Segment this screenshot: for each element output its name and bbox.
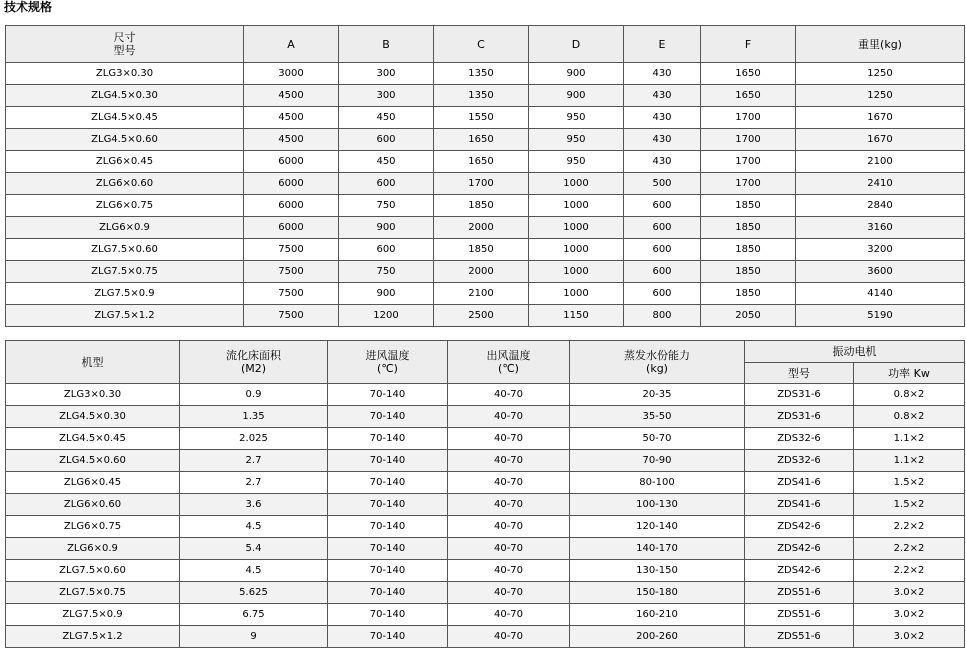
table-cell: 50-70 bbox=[570, 428, 745, 450]
table-cell: 2410 bbox=[796, 173, 965, 195]
table-cell: 40-70 bbox=[448, 582, 570, 604]
table-cell: 5190 bbox=[796, 305, 965, 327]
table-cell: 2100 bbox=[434, 283, 529, 305]
table-row bbox=[6, 450, 965, 472]
header-model: 机型 bbox=[6, 341, 180, 384]
table-cell: 70-140 bbox=[328, 406, 448, 428]
table-cell: ZLG7.5×0.9 bbox=[6, 604, 180, 626]
table-cell: 2050 bbox=[701, 305, 796, 327]
table-cell: ZLG4.5×0.30 bbox=[6, 85, 244, 107]
table-cell: 70-90 bbox=[570, 450, 745, 472]
table-row bbox=[6, 582, 965, 604]
table-cell: 1850 bbox=[701, 261, 796, 283]
header-evaporation: 蒸发水份能力 (kg) bbox=[570, 341, 745, 384]
table-cell: 1.5×2 bbox=[854, 494, 965, 516]
table-row bbox=[6, 239, 965, 261]
table-row bbox=[6, 173, 965, 195]
table-cell: ZLG7.5×0.75 bbox=[6, 261, 244, 283]
table-cell: 6000 bbox=[244, 173, 339, 195]
table-cell: 3000 bbox=[244, 63, 339, 85]
table-cell: 600 bbox=[624, 239, 701, 261]
table-row bbox=[6, 107, 965, 129]
table-cell: 130-150 bbox=[570, 560, 745, 582]
table-cell: 6.75 bbox=[180, 604, 328, 626]
table-cell: 430 bbox=[624, 129, 701, 151]
table-cell: ZLG3×0.30 bbox=[6, 63, 244, 85]
table-cell: 3.6 bbox=[180, 494, 328, 516]
table-cell: 800 bbox=[624, 305, 701, 327]
table-cell: 100-130 bbox=[570, 494, 745, 516]
table-cell: 3.0×2 bbox=[854, 626, 965, 648]
table-cell: ZLG6×0.9 bbox=[6, 217, 244, 239]
table-cell: 3.0×2 bbox=[854, 582, 965, 604]
table-cell: 1700 bbox=[701, 151, 796, 173]
header-e: E bbox=[624, 26, 701, 63]
header-bed-area: 流化床面积 (M2) bbox=[180, 341, 328, 384]
table-cell: 7500 bbox=[244, 261, 339, 283]
table-cell: 600 bbox=[339, 129, 434, 151]
table-row bbox=[6, 85, 965, 107]
table-cell: 950 bbox=[529, 129, 624, 151]
table-cell: 2000 bbox=[434, 261, 529, 283]
table-cell: ZLG6×0.9 bbox=[6, 538, 180, 560]
table-cell: 2500 bbox=[434, 305, 529, 327]
table-cell: 500 bbox=[624, 173, 701, 195]
table-cell: 430 bbox=[624, 107, 701, 129]
table-cell: 1700 bbox=[701, 107, 796, 129]
table-cell: 80-100 bbox=[570, 472, 745, 494]
table-cell: 70-140 bbox=[328, 428, 448, 450]
dimensions-table bbox=[5, 25, 965, 327]
table-cell: 1700 bbox=[434, 173, 529, 195]
table-cell: 750 bbox=[339, 195, 434, 217]
table-row bbox=[6, 538, 965, 560]
table-cell: 900 bbox=[529, 63, 624, 85]
table-cell: ZDS42-6 bbox=[745, 560, 854, 582]
table-cell: 600 bbox=[624, 261, 701, 283]
table-cell: 2.2×2 bbox=[854, 560, 965, 582]
table-cell: ZLG6×0.45 bbox=[6, 472, 180, 494]
table-cell: 140-170 bbox=[570, 538, 745, 560]
table-cell: ZLG4.5×0.60 bbox=[6, 450, 180, 472]
table-row bbox=[6, 151, 965, 173]
table-cell: 3.0×2 bbox=[854, 604, 965, 626]
table-cell: ZLG4.5×0.30 bbox=[6, 406, 180, 428]
table-cell: 3160 bbox=[796, 217, 965, 239]
table-cell: 40-70 bbox=[448, 472, 570, 494]
table-cell: 1.1×2 bbox=[854, 450, 965, 472]
header-motor-power: 功率 Kw bbox=[854, 363, 965, 384]
table-cell: 70-140 bbox=[328, 384, 448, 406]
table-cell: 4500 bbox=[244, 129, 339, 151]
table-cell: ZLG6×0.60 bbox=[6, 173, 244, 195]
table-cell: 70-140 bbox=[328, 472, 448, 494]
table-cell: 6000 bbox=[244, 217, 339, 239]
table-cell: 450 bbox=[339, 151, 434, 173]
table-row bbox=[6, 217, 965, 239]
table-cell: 2.7 bbox=[180, 472, 328, 494]
table-cell: 4500 bbox=[244, 107, 339, 129]
table-cell: 1.1×2 bbox=[854, 428, 965, 450]
table-row bbox=[6, 129, 965, 151]
table-cell: ZLG6×0.75 bbox=[6, 516, 180, 538]
table-cell: 1000 bbox=[529, 261, 624, 283]
table-cell: 1.5×2 bbox=[854, 472, 965, 494]
table-cell: 1850 bbox=[434, 195, 529, 217]
table-cell: 600 bbox=[339, 239, 434, 261]
table-cell: 300 bbox=[339, 63, 434, 85]
table-cell: 7500 bbox=[244, 239, 339, 261]
table-cell: ZDS41-6 bbox=[745, 494, 854, 516]
table-cell: 300 bbox=[339, 85, 434, 107]
header-weight: 重里(kg) bbox=[796, 26, 965, 63]
table-cell: ZDS31-6 bbox=[745, 384, 854, 406]
table-cell: 430 bbox=[624, 63, 701, 85]
table-cell: ZDS51-6 bbox=[745, 582, 854, 604]
table-cell: 40-70 bbox=[448, 428, 570, 450]
table-cell: ZDS42-6 bbox=[745, 516, 854, 538]
table-cell: 7500 bbox=[244, 283, 339, 305]
table-cell: 600 bbox=[624, 283, 701, 305]
table-cell: 1850 bbox=[701, 195, 796, 217]
table-row bbox=[6, 63, 965, 85]
table-cell: 4.5 bbox=[180, 516, 328, 538]
table-cell: 40-70 bbox=[448, 450, 570, 472]
table-cell: 600 bbox=[624, 217, 701, 239]
table-row bbox=[6, 472, 965, 494]
table-cell: 0.8×2 bbox=[854, 406, 965, 428]
table-cell: ZLG4.5×0.45 bbox=[6, 428, 180, 450]
table-row bbox=[6, 516, 965, 538]
header-d: D bbox=[529, 26, 624, 63]
table-cell: 40-70 bbox=[448, 538, 570, 560]
table-cell: 2000 bbox=[434, 217, 529, 239]
table-cell: 1000 bbox=[529, 283, 624, 305]
table-cell: 4140 bbox=[796, 283, 965, 305]
table-cell: ZDS32-6 bbox=[745, 450, 854, 472]
table-row bbox=[6, 494, 965, 516]
table-cell: 1670 bbox=[796, 107, 965, 129]
header-size-model: 尺寸 型号 bbox=[6, 26, 244, 63]
table-row bbox=[6, 604, 965, 626]
table-cell: 1200 bbox=[339, 305, 434, 327]
table-cell: ZLG6×0.75 bbox=[6, 195, 244, 217]
table-row bbox=[6, 406, 965, 428]
table-cell: 70-140 bbox=[328, 516, 448, 538]
table-cell: 40-70 bbox=[448, 626, 570, 648]
table-row bbox=[6, 428, 965, 450]
table-cell: 40-70 bbox=[448, 604, 570, 626]
table-cell: 70-140 bbox=[328, 604, 448, 626]
table-cell: 1350 bbox=[434, 85, 529, 107]
table-row bbox=[6, 283, 965, 305]
table-cell: 2.025 bbox=[180, 428, 328, 450]
table-cell: ZDS51-6 bbox=[745, 604, 854, 626]
table-cell: ZLG4.5×0.45 bbox=[6, 107, 244, 129]
table-cell: ZLG7.5×0.75 bbox=[6, 582, 180, 604]
table-cell: 1350 bbox=[434, 63, 529, 85]
table-cell: 1700 bbox=[701, 129, 796, 151]
table-cell: 35-50 bbox=[570, 406, 745, 428]
header-a: A bbox=[244, 26, 339, 63]
table-cell: ZLG7.5×1.2 bbox=[6, 305, 244, 327]
table-cell: 1000 bbox=[529, 239, 624, 261]
table-cell: 900 bbox=[529, 85, 624, 107]
page-title: 技术规格 bbox=[4, 0, 53, 14]
table-cell: 2.2×2 bbox=[854, 538, 965, 560]
performance-table bbox=[5, 340, 965, 648]
table-cell: 40-70 bbox=[448, 406, 570, 428]
table-cell: 40-70 bbox=[448, 384, 570, 406]
table-cell: 5.4 bbox=[180, 538, 328, 560]
table-cell: ZDS42-6 bbox=[745, 538, 854, 560]
table-cell: ZLG6×0.60 bbox=[6, 494, 180, 516]
table-cell: 0.9 bbox=[180, 384, 328, 406]
table-cell: 1000 bbox=[529, 195, 624, 217]
table-cell: 70-140 bbox=[328, 494, 448, 516]
dimensions-table-body bbox=[6, 63, 965, 327]
table-cell: ZLG7.5×1.2 bbox=[6, 626, 180, 648]
table-cell: 3600 bbox=[796, 261, 965, 283]
table-cell: 6000 bbox=[244, 151, 339, 173]
table-cell: 1.35 bbox=[180, 406, 328, 428]
table-cell: 70-140 bbox=[328, 538, 448, 560]
table-cell: 1650 bbox=[434, 129, 529, 151]
table-cell: 450 bbox=[339, 107, 434, 129]
table-cell: 20-35 bbox=[570, 384, 745, 406]
table-cell: 150-180 bbox=[570, 582, 745, 604]
table-cell: 4500 bbox=[244, 85, 339, 107]
table-cell: 1850 bbox=[701, 217, 796, 239]
table-cell: ZLG6×0.45 bbox=[6, 151, 244, 173]
table-row bbox=[6, 261, 965, 283]
table-cell: 1650 bbox=[701, 63, 796, 85]
table-row bbox=[6, 195, 965, 217]
table-cell: 40-70 bbox=[448, 494, 570, 516]
table-cell: 1850 bbox=[434, 239, 529, 261]
table-cell: ZDS51-6 bbox=[745, 626, 854, 648]
table-cell: 3200 bbox=[796, 239, 965, 261]
table-cell: 70-140 bbox=[328, 626, 448, 648]
table-cell: 7500 bbox=[244, 305, 339, 327]
table-cell: 750 bbox=[339, 261, 434, 283]
table-cell: ZDS31-6 bbox=[745, 406, 854, 428]
header-c: C bbox=[434, 26, 529, 63]
table-header-row bbox=[6, 341, 965, 363]
table-cell: 430 bbox=[624, 85, 701, 107]
table-cell: 1650 bbox=[434, 151, 529, 173]
table-cell: 600 bbox=[624, 195, 701, 217]
table-cell: ZDS32-6 bbox=[745, 428, 854, 450]
table-cell: 5.625 bbox=[180, 582, 328, 604]
table-cell: 0.8×2 bbox=[854, 384, 965, 406]
table-cell: 6000 bbox=[244, 195, 339, 217]
table-cell: 1850 bbox=[701, 283, 796, 305]
table-cell: 1850 bbox=[701, 239, 796, 261]
table-cell: 900 bbox=[339, 217, 434, 239]
table-cell: 1650 bbox=[701, 85, 796, 107]
table-cell: ZLG7.5×0.60 bbox=[6, 560, 180, 582]
header-f: F bbox=[701, 26, 796, 63]
table-cell: 70-140 bbox=[328, 560, 448, 582]
table-row bbox=[6, 626, 965, 648]
table-cell: 9 bbox=[180, 626, 328, 648]
table-row bbox=[6, 560, 965, 582]
table-cell: 70-140 bbox=[328, 582, 448, 604]
table-cell: 430 bbox=[624, 151, 701, 173]
table-row bbox=[6, 384, 965, 406]
table-cell: 200-260 bbox=[570, 626, 745, 648]
table-cell: ZLG7.5×0.60 bbox=[6, 239, 244, 261]
table-cell: 600 bbox=[339, 173, 434, 195]
table-cell: ZLG3×0.30 bbox=[6, 384, 180, 406]
table-cell: 1550 bbox=[434, 107, 529, 129]
table-cell: ZLG7.5×0.9 bbox=[6, 283, 244, 305]
table-cell: 4.5 bbox=[180, 560, 328, 582]
header-outlet-temp: 出风温度 (℃) bbox=[448, 341, 570, 384]
table-cell: 40-70 bbox=[448, 560, 570, 582]
table-cell: ZLG4.5×0.60 bbox=[6, 129, 244, 151]
table-cell: 1700 bbox=[701, 173, 796, 195]
table-header-row bbox=[6, 26, 965, 63]
table-cell: 1000 bbox=[529, 173, 624, 195]
table-cell: ZDS41-6 bbox=[745, 472, 854, 494]
header-inlet-temp: 进风温度 (℃) bbox=[328, 341, 448, 384]
table-cell: 2.7 bbox=[180, 450, 328, 472]
table-cell: 2.2×2 bbox=[854, 516, 965, 538]
table-cell: 2840 bbox=[796, 195, 965, 217]
table-cell: 70-140 bbox=[328, 450, 448, 472]
table-row bbox=[6, 305, 965, 327]
table-cell: 160-210 bbox=[570, 604, 745, 626]
performance-table-body bbox=[6, 384, 965, 648]
header-motor-model: 型号 bbox=[745, 363, 854, 384]
table-cell: 950 bbox=[529, 151, 624, 173]
header-vibration-motor: 振动电机 bbox=[745, 341, 965, 363]
table-cell: 1250 bbox=[796, 63, 965, 85]
table-cell: 120-140 bbox=[570, 516, 745, 538]
header-b: B bbox=[339, 26, 434, 63]
table-cell: 900 bbox=[339, 283, 434, 305]
table-cell: 950 bbox=[529, 107, 624, 129]
table-cell: 1670 bbox=[796, 129, 965, 151]
table-cell: 40-70 bbox=[448, 516, 570, 538]
table-cell: 1000 bbox=[529, 217, 624, 239]
table-cell: 1150 bbox=[529, 305, 624, 327]
table-cell: 1250 bbox=[796, 85, 965, 107]
table-cell: 2100 bbox=[796, 151, 965, 173]
